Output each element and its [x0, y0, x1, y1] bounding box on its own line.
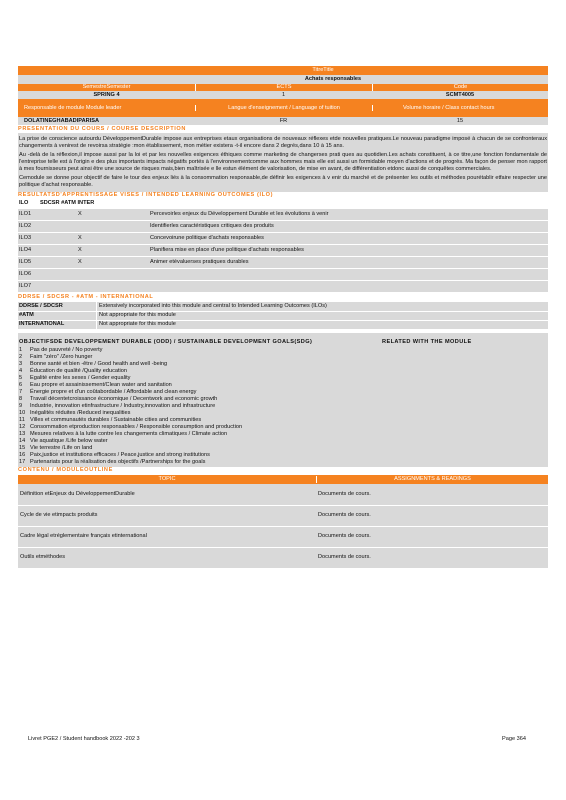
list-item: 3 Bonne santé et bien -être / Good health and well -being: [19, 360, 168, 367]
outcomes-col-ilo: ILO: [19, 200, 29, 207]
list-item: 10 Inégalités réduites /Reduced inequalities: [19, 409, 131, 416]
sdg-left-heading: OBJECTIFSDE DEVELOPPEMENT DURABLE (ODD) / SUSTAINABLE DEVELOPMENT GOALS(SDG): [19, 338, 313, 345]
mapping-heading: DDRSE / SDCSR - #ATM - INTERNATIONAL: [18, 294, 154, 301]
list-item: 14 Vie aquatique /Life below water: [19, 437, 108, 444]
list-item: 12 Consommation etproduction responsables / Responsible consumption and production: [19, 423, 243, 430]
table-row: ILO6: [18, 268, 548, 280]
list-item: 7 Énergie propre et d'un coûtabordable / Affordable and clean energy: [19, 388, 197, 395]
footer-handbook: Livret PGE2 / Student handbook 2022 -202 3: [28, 736, 140, 742]
language-label: Langue d'enseignement / Language of tuition: [228, 104, 340, 111]
outcomes-header-row: [18, 200, 548, 208]
table-row: ILO7: [18, 280, 548, 292]
outline-col-topic: TOPIC: [158, 475, 176, 482]
presentation-paragraph-2: Au -delà de la réflexion,il impose aussi par la loi et par les nouvelles exigences éthiques comme marketing de changerses prati ques au quotidien.Les achats constituent, à ce titre,une fonction fondamentale de l'entreprise telle est à l'origin e des plus importants impacts négatifs portés à l'environnementcomme aux hommes mais elle est aussi un formidable moyen d'actions et de progrès. Ma façon de penser mon rapport à mes fournisseurs peut ainsi être une source de risques mais,bien maîtrisée e lle estun élément de valorisation, de mise en avant, de différentiation etdonc aussi de conquêtes commerciales.: [19, 151, 547, 172]
presentation-body: [18, 133, 548, 192]
list-item: 13 Mesures relatives à la lutte contre les changements climatiques / Climate action: [19, 430, 228, 437]
table-row: ILO2 Identifierles caractéristiques critiques des produits: [18, 220, 548, 232]
course-sheet: [18, 66, 548, 568]
list-item: 5 Egalité entre les sexes / Gender equality: [19, 374, 131, 381]
list-item: 1 Pas de pauvreté / No poverty: [19, 346, 103, 353]
outcomes-heading: RESULTATSD'APPRENTISSAGE VISES / INTENDED LEARNING OUTCOMES (ILO): [18, 192, 274, 199]
table-row: ILO5 X Animer etévaluerses pratiques durables: [18, 256, 548, 268]
title-label: TitreTitle: [312, 67, 334, 73]
table-row: ILO1 X Percevoirles enjeux du Développement Durable et les évolutions à venir: [18, 208, 548, 220]
outline-table: [18, 484, 548, 568]
footer-page-number: Page 364: [502, 736, 526, 742]
table-row: ILO4 X Planifiera mise en place d'une politique d'achats responsables: [18, 244, 548, 256]
sdg-table: [18, 333, 548, 467]
table-row: Définition etEnjeux du DéveloppementDurable Documents de cours.: [20, 490, 371, 497]
presentation-paragraph-3: Cemodule se donne pour objectif de faire le tour des enjeux liés à la consommation responsable,de définir les exigences à v enir du marché et de présenter les outils et méthodes pourétablir etfaire respecter une politique d'achat responsable.: [19, 174, 547, 188]
code-label: Code: [453, 84, 468, 90]
semester-label: SemestreSemester: [82, 84, 131, 90]
table-row: Cycle de vie etimpacts produits Documents de cours.: [18, 505, 548, 526]
semester-value-row: [18, 91, 548, 99]
outline-col-assignments: ASSIGNMENTS & READINGS: [394, 475, 471, 482]
table-row: DDRSE / SDCSR Extensively incorporated into this module and central to Intended Learning Outcomes (ILOs): [19, 302, 327, 309]
sdg-list: [18, 347, 348, 467]
title-label-bar: [18, 66, 548, 75]
list-item: 11 Villes et communautés durables / Sustainable cities and communities: [19, 416, 202, 423]
semester-header-row: [18, 84, 548, 91]
list-item: 8 Travail décentetcroissance économique / Decentwork and economic growth: [19, 395, 218, 402]
sdg-header-row: [18, 339, 548, 347]
list-item: 15 Vie terrestre /Life on land: [19, 444, 93, 451]
page-footer: [28, 736, 526, 743]
outline-heading: CONTENU / MODULEOUTLINE: [18, 467, 113, 474]
outcomes-col-map: SDCSR #ATM INTER: [40, 200, 95, 207]
outline-header-row: [18, 475, 548, 484]
sdg-right-heading: RELATED WITH THE MODULE: [382, 338, 472, 345]
table-row: INTERNATIONAL Not appropriate for this module: [18, 320, 548, 329]
language-value: FR: [279, 117, 288, 124]
table-row: Cadre légal etréglementaire français etinternational Documents de cours.: [18, 526, 548, 547]
table-row: ILO3 X Concevoirune politique d'achats responsables: [18, 232, 548, 244]
code-value: SCMT4005: [445, 91, 475, 98]
list-item: 9 Industrie, innovation etinfrastructure / Industry,innovation and infrastructure: [19, 402, 216, 409]
presentation-heading: PRESENTATION DU COURS / COURSE DESCRIPTION: [18, 125, 186, 132]
mapping-table: [18, 302, 548, 329]
hours-value: 15: [456, 117, 464, 124]
list-item: 17 Partenariats pour la réalisation des objectifs /Partnerships for the goals: [19, 458, 206, 465]
list-item: 16 Paix,justice et institutions efficaces / Peace,justice and strong institutions: [19, 451, 210, 458]
table-row: #ATM Not appropriate for this module: [18, 311, 548, 320]
outcomes-table: [18, 208, 548, 292]
course-title: Achats responsables: [304, 76, 362, 82]
ects-label: ECTS: [276, 84, 292, 90]
responsible-value: DOLATINEGHABADIPARISA: [24, 117, 99, 124]
ects-value: 1: [281, 91, 286, 98]
list-item: 2 Faim "zéro" /Zero hunger: [19, 353, 93, 360]
title-value-bar: [18, 75, 548, 84]
hours-label: Volume horaire / Class contact hours: [403, 104, 495, 111]
presentation-paragraph-1: La prise de conscience autourdu DéveloppementDurable impose aux entreprises etaux organisations de nouveaux réflexes etde nouvelles pratiques.Le nouveau paradigme imposé à chacun de se confronteraux changements à venirest de revoirsa stratégie :mon établissement, mon métier existera -t-il encore dans 2 degrés,dans 10 à 15 ans.: [19, 136, 547, 149]
responsible-value-row: [18, 117, 548, 125]
responsible-label: Responsable de module Module leader: [24, 104, 122, 111]
list-item: 6 Eau propre et assainissement/Clean water and sanitation: [19, 381, 172, 388]
table-row: Outils etméthodes Documents de cours.: [18, 547, 548, 568]
semester-value: SPRING 4: [93, 91, 120, 98]
list-item: 4 Éducation de qualité /Quality education: [19, 367, 128, 374]
responsible-header-row: [18, 99, 548, 117]
